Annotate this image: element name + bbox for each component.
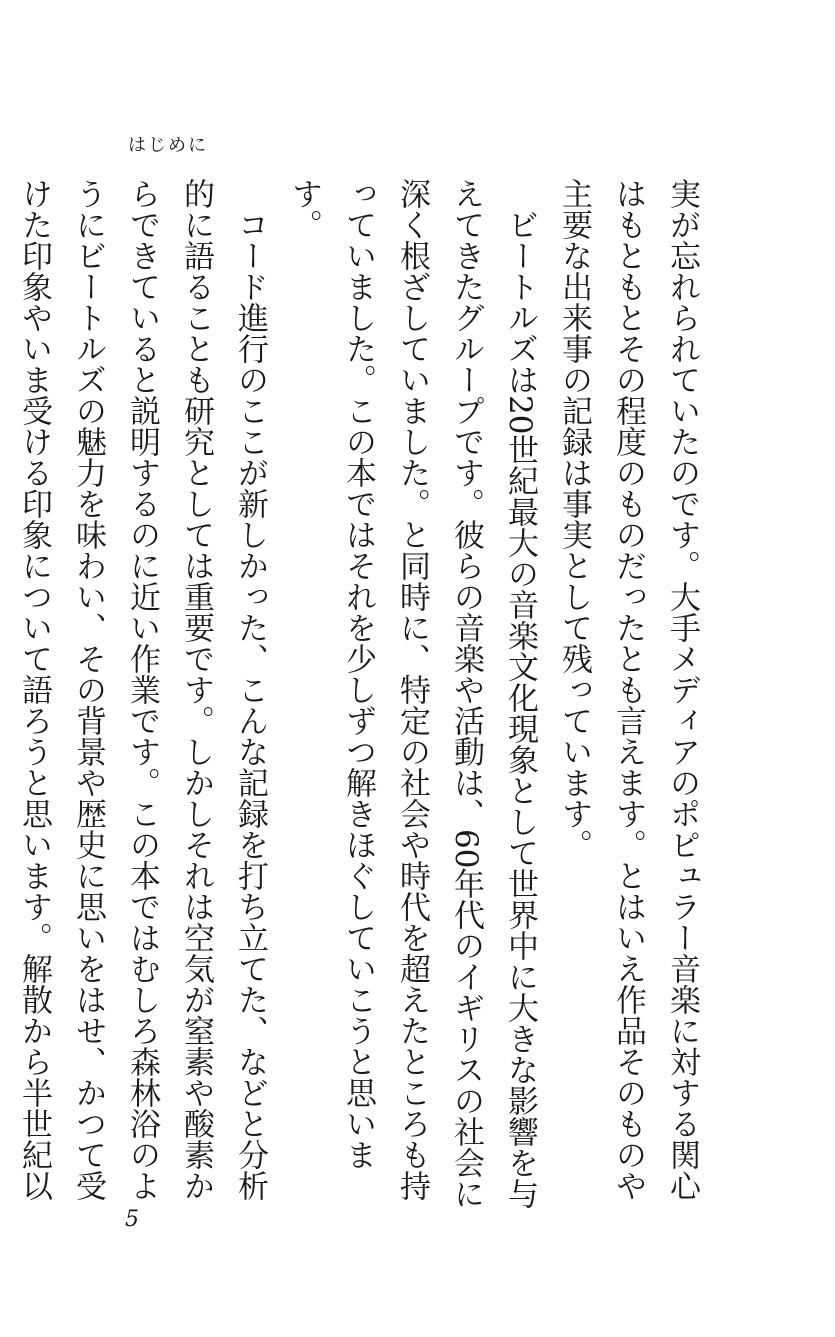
page-number: 5 — [125, 1207, 139, 1232]
running-head: はじめに — [128, 135, 208, 156]
paragraph: ビートルズは20世紀最大の音楽文化現象として世界中に大きな影響を与えてきたグループです。彼らの音楽や活動は、60年代のイギリスの社会に深く根ざしていました。と同時に、特定の社会や時代を超えたところも持っていました。この本ではそれを少しずつ解きほぐしていこうと思います。 — [286, 178, 538, 1210]
paragraph: コード進行のここが新しかった、こんな記録を打ち立てた、などと分析的に語ることも研究としては重要です。しかしそれは空気が窒素や酸素からできていると説明するのに近い作業です。この本ではむしろ森林浴のようにビートルズの魅力を味わい、その背景や歴史に思いをはせ、かつて受けた印象やいま受ける印象について語ろうと思います。解散から半世紀以 — [16, 178, 268, 1201]
paragraph-continued: 実が忘れられていたのです。大手メディアのポピュラー音楽に対する関心はもともとその程度のものだったとも言えます。とはいえ作品そのものや主要な出来事の記録は事実として残っています。 — [556, 178, 700, 1201]
body-text — [16, 178, 709, 1228]
